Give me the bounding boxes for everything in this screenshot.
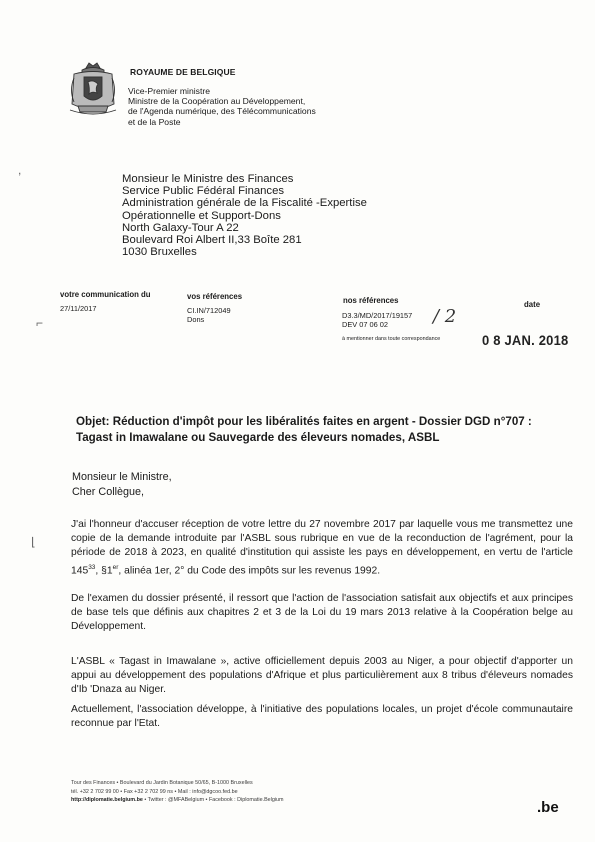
recipient-line: North Galaxy-Tour A 22 xyxy=(122,221,239,234)
recipient-line: Service Public Fédéral Finances xyxy=(122,185,284,198)
your-references-label: vos références xyxy=(187,292,243,301)
scan-mark: , xyxy=(18,163,22,177)
recipient-line: Administration générale de la Fiscalité -Expertise xyxy=(122,197,367,210)
subject-label: Objet: xyxy=(76,415,110,428)
recipient-line: 1030 Bruxelles xyxy=(122,246,197,259)
scan-mark: ⌐ xyxy=(36,316,44,330)
recipient-line: Opérationnelle et Support-Dons xyxy=(122,209,281,222)
royal-coat-of-arms-icon xyxy=(66,60,120,120)
reference-line: Dons xyxy=(187,315,205,325)
paragraph-text: J'ai l'honneur d'accuser réception de votre lettre du 27 novembre 2017 par laquelle vous me transmettez une copie de la demande introduite par l'ASBL sous rubrique en vue de la reconduction de l'agrément, pour la période de 2018 à 2023, en qualité d'institution qui assiste les pays en développement, en vertu de l'article 145 xyxy=(71,519,573,577)
subject-line xyxy=(76,414,568,445)
social-links: • Twitter : @MFABelgium • Facebook : Diplomatie.Belgium xyxy=(142,797,284,804)
be-logo: .be xyxy=(537,799,559,816)
your-communication-label: votre communication du xyxy=(60,290,151,299)
our-references-label: nos références xyxy=(343,296,399,305)
handwritten-mark: / 2 xyxy=(433,306,457,327)
date-stamp: 0 8 JAN. 2018 xyxy=(482,332,569,349)
scan-mark: ⌊ xyxy=(31,535,36,549)
your-references-values xyxy=(187,306,231,325)
recipient-line: Monsieur le Ministre des Finances xyxy=(122,173,294,185)
ministry-line: de l'Agenda numérique, des Télécommunications xyxy=(128,106,316,117)
subject-text: Réduction d'impôt pour les libéralités faites en argent - Dossier DGD n°707 : Tagast in Imawalane ou Sauvegarde des éleveurs nomades, ASBL xyxy=(76,415,532,444)
footer-contact xyxy=(71,779,284,805)
footer-address: Tour des Finances • Boulevard du Jardin Botanique 50/65, B-1000 Bruxelles xyxy=(71,780,253,786)
recipient-address xyxy=(122,173,367,258)
footer-links xyxy=(71,796,284,805)
website-link[interactable]: http://diplomatie.belgium.be xyxy=(71,797,143,804)
salutation-line: Monsieur le Ministre, xyxy=(72,471,172,483)
your-communication-value: 27/11/2017 xyxy=(60,304,97,313)
body-paragraph-3: L'ASBL « Tagast in Imawalane », active officiellement depuis 2003 au Niger, a pour objectif d'apporter un appui au développement des populations d'Afrique et plus particulièrement aux 8 tribus d'éleveurs nomades d'Ib 'Dnaza au Niger. xyxy=(71,656,573,696)
salutation-line: Cher Collègue, xyxy=(72,486,145,498)
reference-note: à mentionner dans toute correspondance xyxy=(342,336,441,342)
body-paragraph-1 xyxy=(71,518,573,578)
ministry-block xyxy=(128,86,358,127)
kingdom-title: ROYAUME DE BELGIQUE xyxy=(130,67,236,77)
ministry-line: Ministre de la Coopération au Développement, xyxy=(128,96,306,107)
reference-line: D3.3/MD/2017/19157 xyxy=(342,311,413,320)
superscript: er xyxy=(112,563,119,571)
footer-phone: tél. +32 2 702 99 00 • Fax +32 2 702 99 ns • Mail : info@dgcoo.fed.be xyxy=(71,788,238,795)
salutation xyxy=(72,470,172,500)
recipient-line: Boulevard Roi Albert II,33 Boîte 281 xyxy=(122,234,302,247)
ministry-line: Vice-Premier ministre xyxy=(128,86,210,96)
superscript: 33 xyxy=(88,563,96,571)
body-paragraph-4: Actuellement, l'association développe, à l'initiative des populations locales, un projet d'école communautaire reconnue par l'Etat. xyxy=(71,704,573,730)
paragraph-text: , §1 xyxy=(95,565,113,577)
body-paragraph-2: De l'examen du dossier présenté, il ressort que l'action de l'association satisfait aux objectifs et aux principes de base tels que définis aux chapitres 2 et 3 de la Loi du 19 mars 2013 relative à la Coopération belge au Développement. xyxy=(71,593,573,633)
paragraph-text: , alinéa 1er, 2° du Code des impôts sur les revenus 1992. xyxy=(118,565,381,577)
ministry-line: et de la Poste xyxy=(128,116,181,127)
reference-line: CI.IN/712049 xyxy=(187,306,231,315)
our-references-values xyxy=(342,311,412,330)
date-label: date xyxy=(524,300,541,309)
reference-line: DEV 07 06 02 xyxy=(342,320,389,330)
